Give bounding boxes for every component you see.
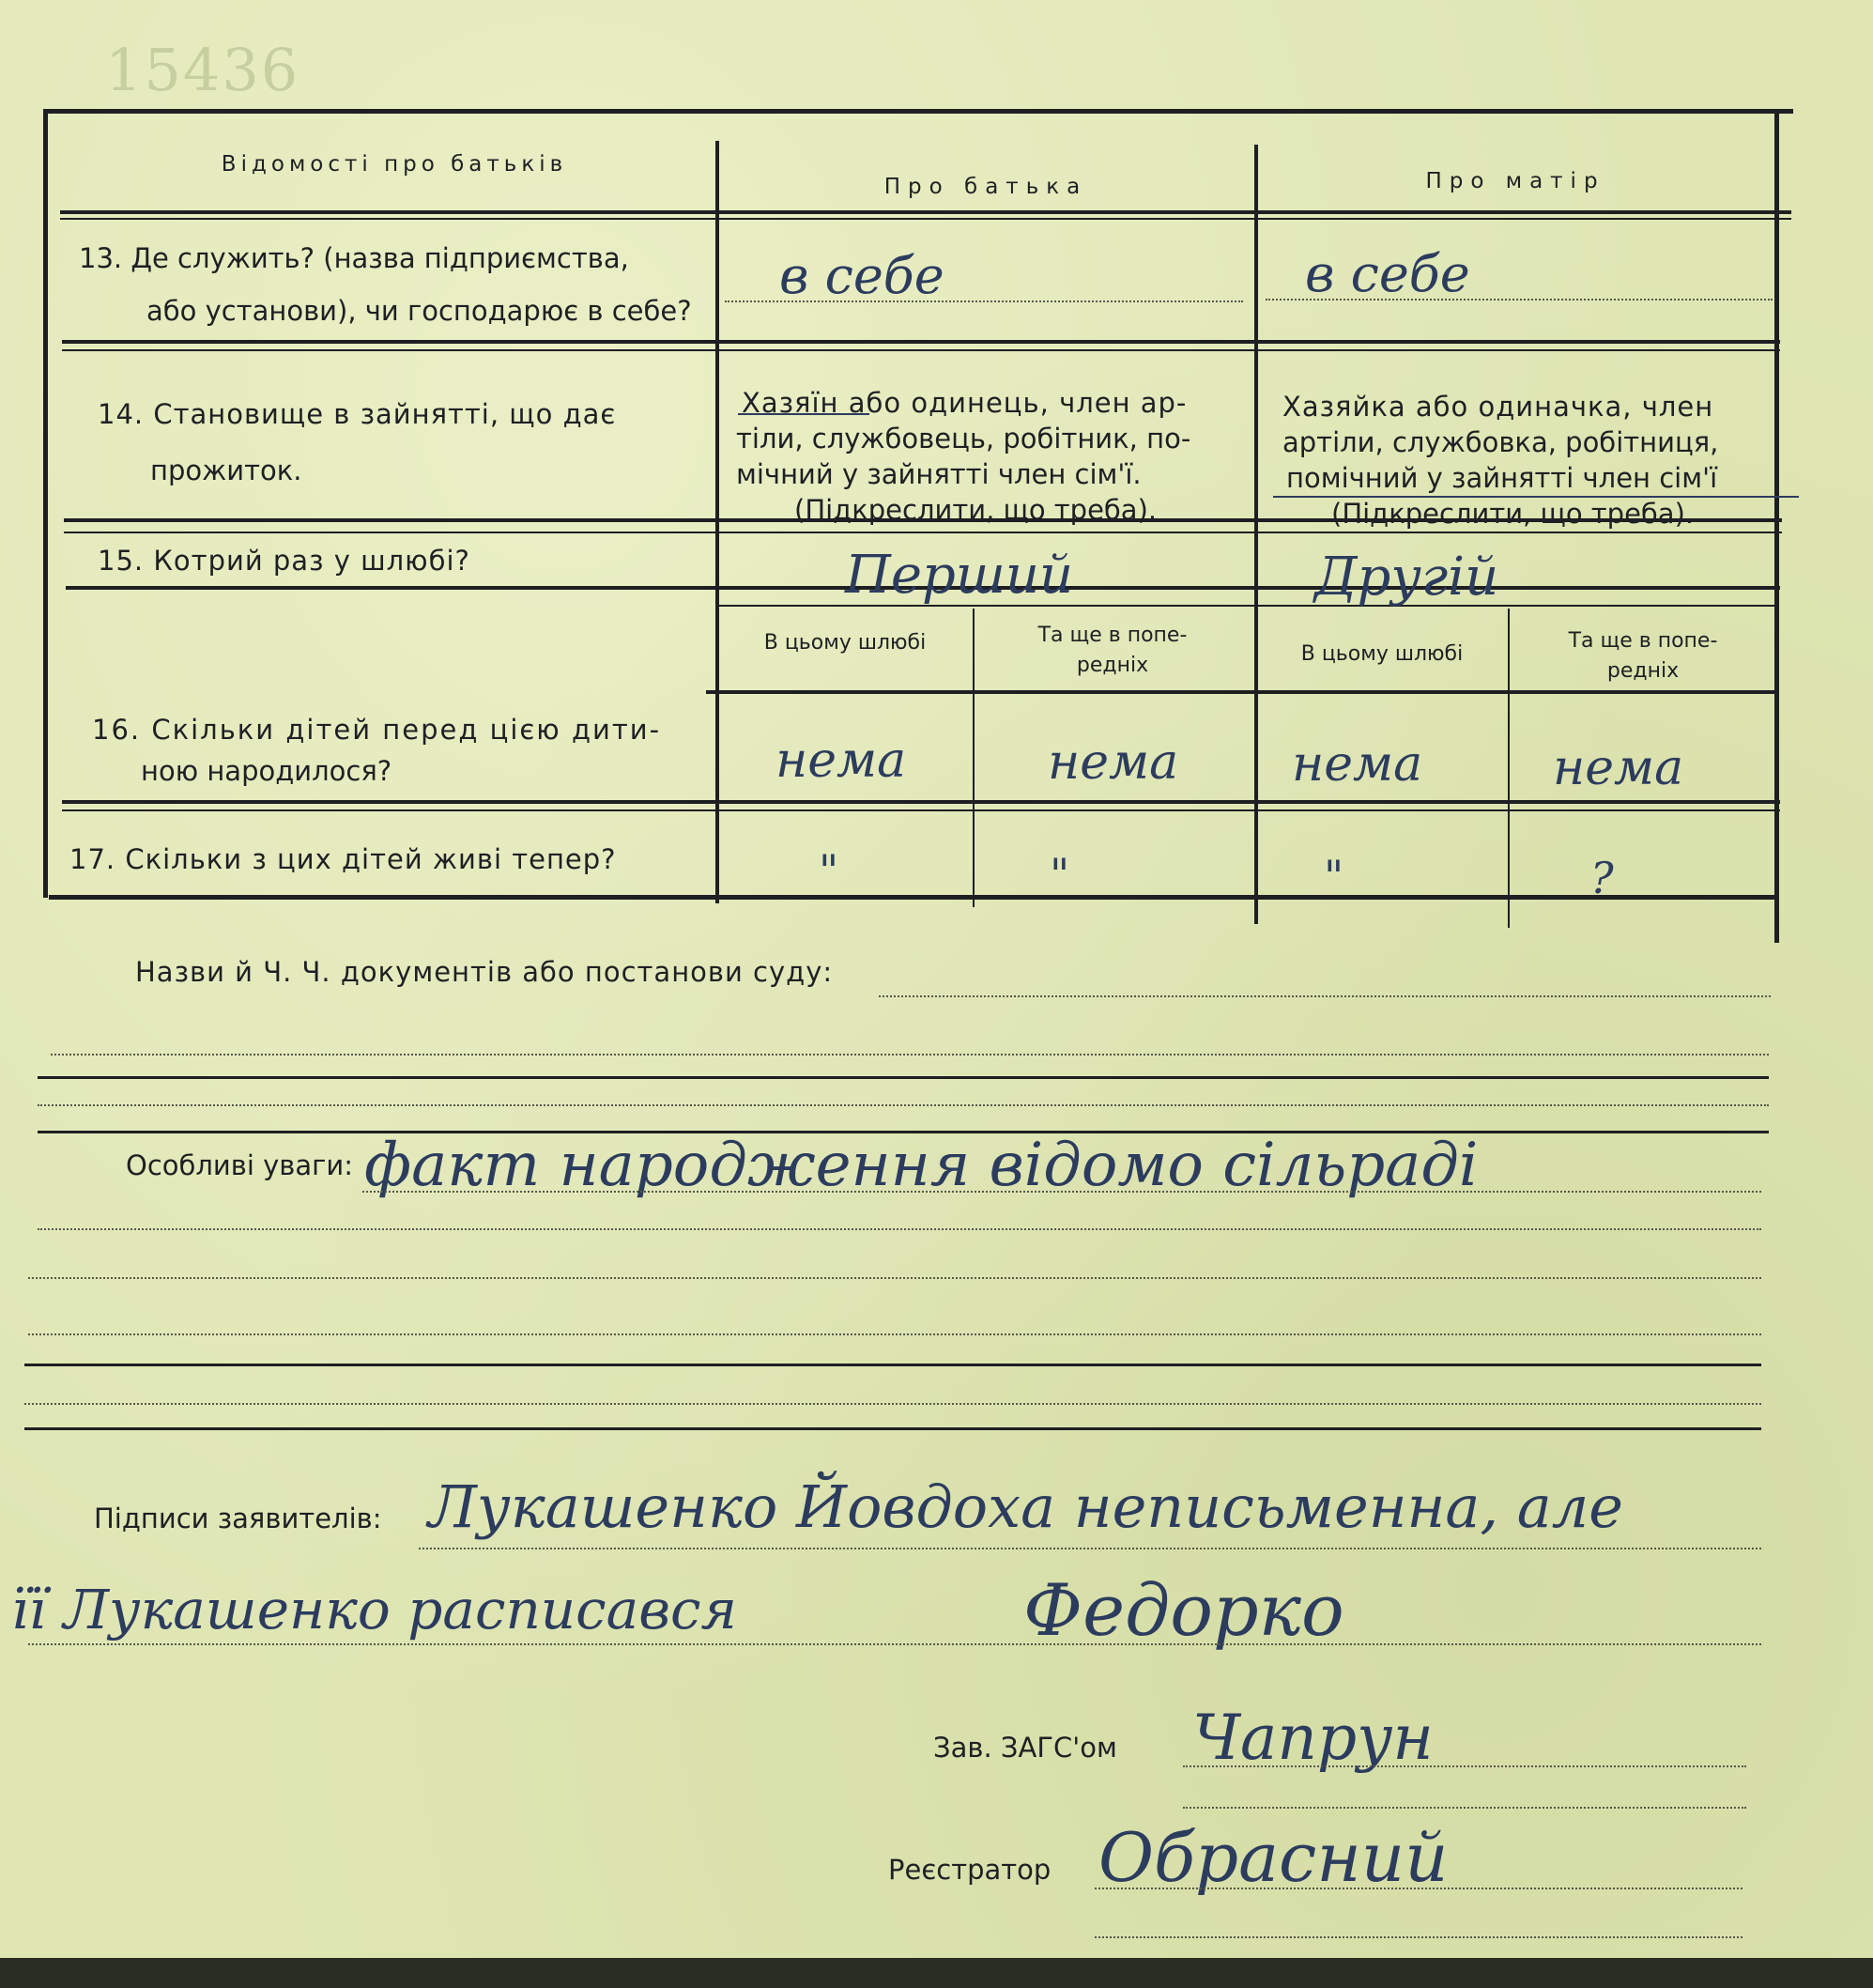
q17-value-mother-this: " <box>1324 851 1344 902</box>
q16-mother-previous-2: редніх <box>1606 659 1680 683</box>
notes-line-5 <box>24 1403 1761 1405</box>
q14-label-2: прожиток. <box>150 455 302 486</box>
registrar-line <box>1095 1888 1743 1889</box>
registrar-label: Реєстратор <box>888 1854 1052 1886</box>
q17-value-father-prev: " <box>1050 849 1070 900</box>
row-divider-header-2 <box>60 218 1791 220</box>
zags-signature: Чапрун <box>1192 1702 1434 1774</box>
row-divider-13 <box>62 340 1780 344</box>
zags-label: Зав. ЗАГС'ом <box>933 1732 1117 1764</box>
notes-separator <box>24 1364 1761 1366</box>
notes-line-4 <box>28 1333 1761 1335</box>
notes-separator-2 <box>24 1427 1761 1430</box>
notes-line-2 <box>38 1228 1761 1230</box>
q13-mother-value: в себе <box>1305 244 1470 303</box>
q16-value-father-this: нема <box>775 732 907 789</box>
header-parents-info: Відомості про батьків <box>221 152 568 177</box>
q17-value-mother-prev: ? <box>1590 853 1614 903</box>
signatures-line-dots-1 <box>419 1548 1761 1549</box>
q16-mother-previous-1: Та ще в попе- <box>1568 629 1718 653</box>
q16-value-mother-this: нема <box>1292 736 1423 793</box>
q15-mother-value: Другій <box>1314 547 1499 608</box>
notes-label: Особливі уваги: <box>126 1149 354 1181</box>
table-left-border <box>43 109 48 898</box>
documents-label: Назви й Ч. Ч. документів або постанови суду: <box>135 956 834 988</box>
notes-value: факт народження відомо сільраді <box>364 1131 1479 1200</box>
table-bottom-border <box>49 895 1776 900</box>
notes-line-3 <box>28 1277 1761 1279</box>
q14-mother-line-3: помічний у зайнятті член сім'ї <box>1286 462 1718 494</box>
q14-mother-line-4: (Підкреслити, що треба). <box>1331 498 1695 530</box>
q14-father-line-3: мічний у зайнятті член сім'ї. <box>736 458 1142 490</box>
row-divider-16 <box>62 800 1780 804</box>
zags-line <box>1183 1765 1746 1767</box>
q17-label: 17. Скільки з цих дітей живі тепер? <box>69 843 617 875</box>
registrar-signature: Обрасний <box>1098 1818 1449 1897</box>
archive-number: 15436 <box>105 36 300 104</box>
q14-father-line-4: (Підкреслити, що треба). <box>794 494 1158 526</box>
q15-father-value: Перший <box>845 545 1074 606</box>
q14-father-line-1: Хазяїн або одинець, член ар- <box>742 387 1188 419</box>
q15-label: 15. Котрий раз у шлюбі? <box>98 545 470 577</box>
header-mother: Про матір <box>1425 169 1605 193</box>
q16-value-mother-prev: нема <box>1553 740 1684 796</box>
q14-mother-line-1: Хазяйка або одиначка, член <box>1282 391 1714 423</box>
signatures-line-2: її Лукашенко расписався <box>11 1578 737 1641</box>
notes-line-1 <box>362 1191 1761 1193</box>
q14-mother-underline <box>1273 496 1799 498</box>
q13-father-value: в себе <box>779 246 944 305</box>
applicant-signature: Федорко <box>1023 1568 1344 1652</box>
q13-father-line <box>725 301 1243 302</box>
documents-line-2 <box>51 1054 1769 1056</box>
row-divider-13-2 <box>62 349 1780 351</box>
table-right-border <box>1774 109 1779 943</box>
q16-value-father-prev: нема <box>1048 734 1179 791</box>
registrar-line-2 <box>1095 1936 1743 1938</box>
documents-line-1 <box>879 995 1771 997</box>
documents-line-3 <box>38 1104 1769 1106</box>
q16-label-2: ною народилося? <box>141 755 392 787</box>
q14-mother-line-2: артіли, службовка, робітниця, <box>1282 426 1719 458</box>
q17-value-father-this: " <box>819 845 839 896</box>
table-top-border <box>43 109 1793 114</box>
row-divider-16-2 <box>62 809 1780 811</box>
q13-label-2: або установи), чи господарює в себе? <box>146 295 692 327</box>
q14-father-line-2: тіли, службовець, робітник, по- <box>736 423 1191 455</box>
col-divider-1 <box>715 141 719 903</box>
scan-bottom-edge <box>0 1958 1873 1988</box>
row-divider-14-2 <box>64 532 1782 533</box>
q16-mother-this-marriage: В цьому шлюбі <box>1300 642 1464 666</box>
q16-father-this-marriage: В цьому шлюбі <box>763 631 927 655</box>
signatures-label: Підписи заявителів: <box>94 1503 382 1534</box>
col-divider-2 <box>1254 145 1258 924</box>
row-divider-16-sub <box>706 690 1776 694</box>
header-father: Про батька <box>883 175 1088 199</box>
signatures-line-dots-2 <box>28 1643 1761 1645</box>
col-divider-father-sub <box>973 609 975 907</box>
q16-father-previous-2: редніх <box>1076 654 1149 677</box>
row-divider-header <box>60 210 1791 214</box>
documents-separator <box>38 1076 1769 1079</box>
q16-father-previous-1: Та ще в попе- <box>1037 624 1188 647</box>
signatures-line-1: Лукашенко Йовдоха неписьменна, але <box>428 1472 1623 1541</box>
q16-label-1: 16. Скільки дітей перед цією дити- <box>92 714 662 746</box>
zags-line-2 <box>1183 1807 1746 1809</box>
q14-father-underline <box>738 413 869 415</box>
col-divider-mother-sub <box>1508 609 1510 928</box>
q13-label-1: 13. Де служить? (назва підприємства, <box>79 242 629 274</box>
q13-mother-line <box>1266 299 1773 301</box>
q14-label-1: 14. Становище в зайнятті, що дає <box>98 398 617 430</box>
